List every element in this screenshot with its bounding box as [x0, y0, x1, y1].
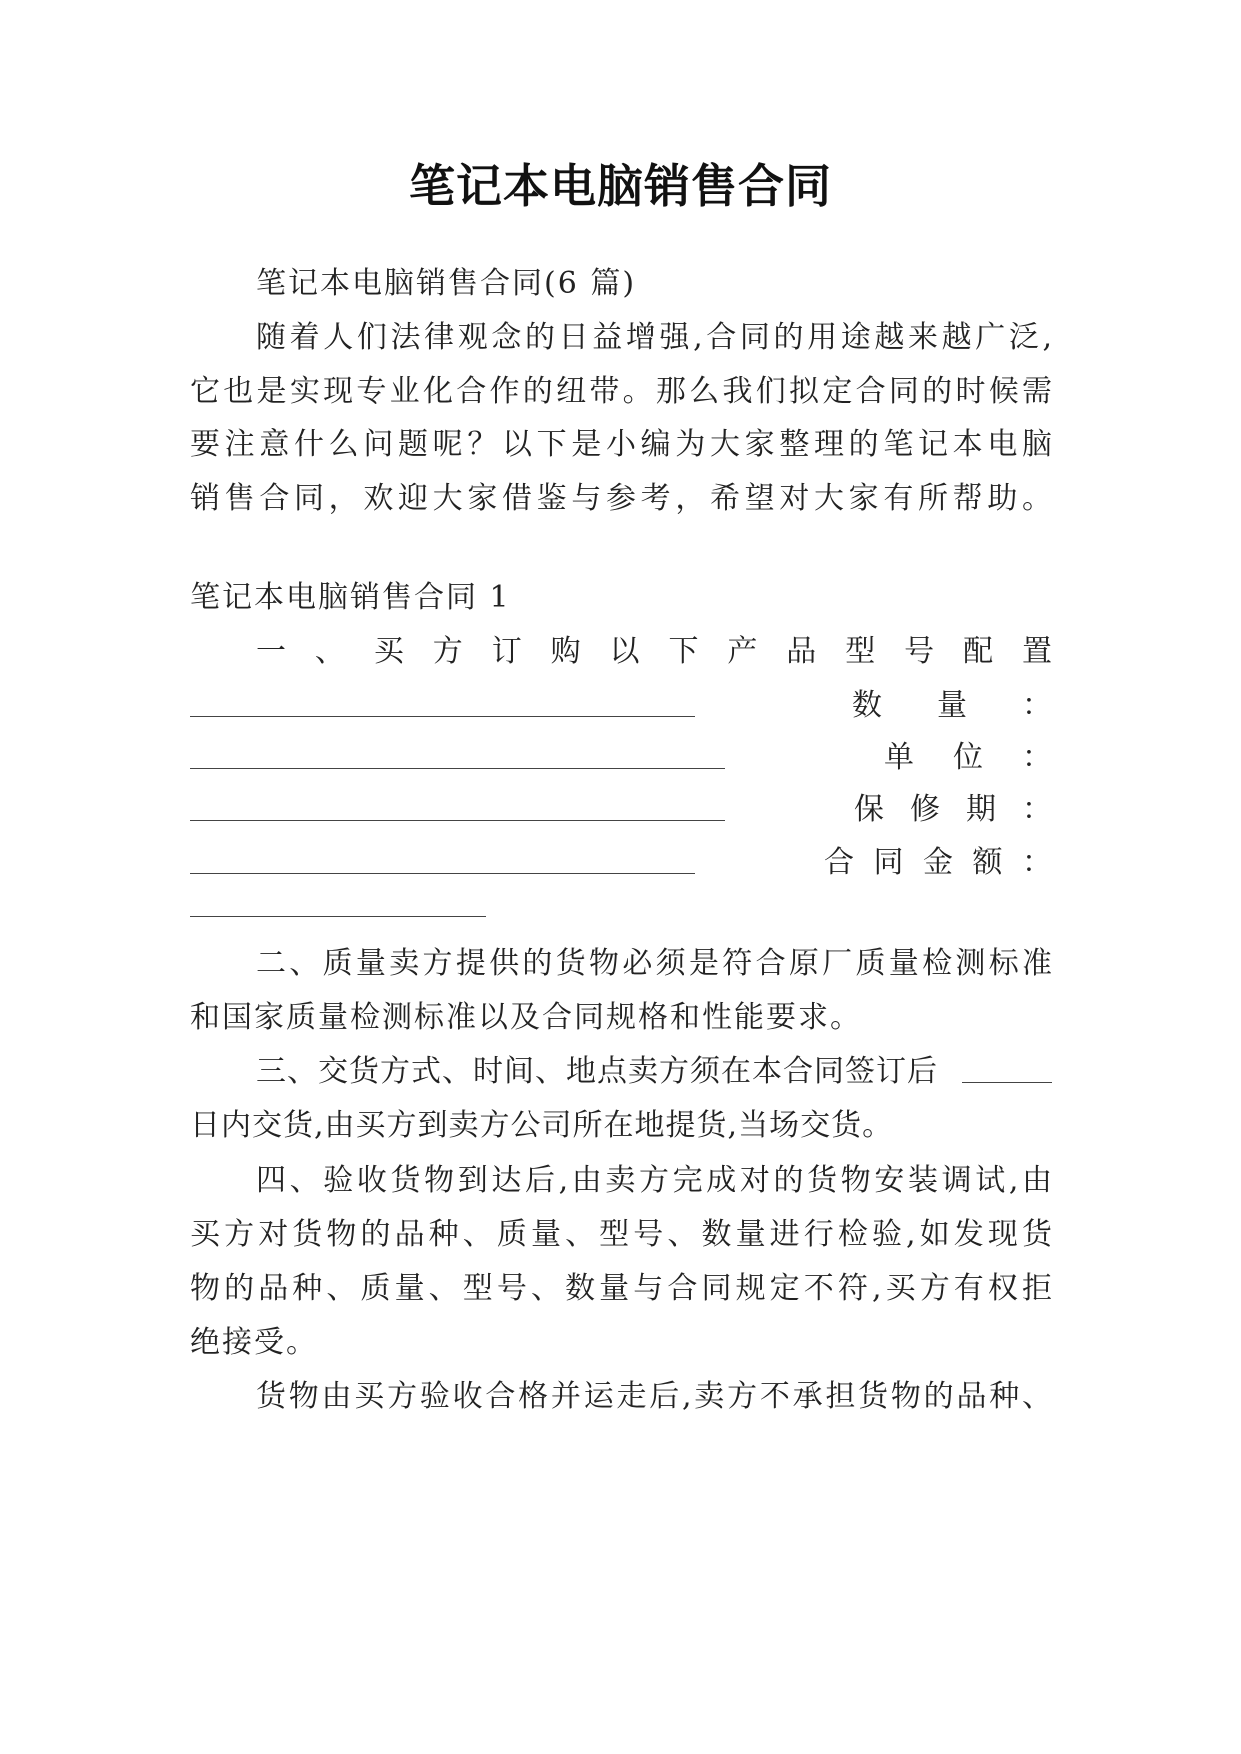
blank-line	[190, 768, 725, 769]
blank-line	[190, 916, 486, 917]
intro-line-1: 随着人们法律观念的日益增强,合同的用途越来越广泛,	[256, 320, 1052, 355]
field-row-warranty	[190, 790, 1052, 830]
field-label-warranty: 保 修 期 ：	[854, 792, 1052, 827]
clause3-line-2: 日内交货,由买方到卖方公司所在地提货,当场交货。	[190, 1108, 894, 1143]
field-label-quantity: 数 量 ：	[852, 688, 1052, 723]
clause2-line-2: 和国家质量检测标准以及合同规格和性能要求。	[190, 1000, 862, 1035]
field-row-unit	[190, 738, 1052, 778]
clause4-line-3: 物的品种、质量、型号、数量与合同规定不符,买方有权拒	[190, 1271, 1052, 1306]
clause4-line-2: 买方对货物的品种、质量、型号、数量进行检验,如发现货	[190, 1217, 1052, 1252]
document-title: 笔记本电脑销售合同	[409, 159, 832, 213]
field-label-unit: 单 位 ：	[884, 740, 1052, 775]
clause4-line-1: 四、验收货物到达后,由卖方完成对的货物安装调试,由	[256, 1163, 1052, 1198]
blank-line	[190, 873, 695, 874]
intro-line-2: 它也是实现专业化合作的纽带。那么我们拟定合同的时候需	[190, 374, 1052, 409]
clause1-heading: 一 、 买 方 订 购 以 下 产 品 型 号 配 置	[256, 634, 1052, 669]
clause3-text: 三、交货方式、时间、地点卖方须在本合同签订后	[256, 1054, 938, 1089]
field-label-amount: 合 同 金 额 ：	[824, 845, 1052, 880]
intro-line-3: 要注意什么问题呢？以下是小编为大家整理的笔记本电脑	[190, 427, 1052, 462]
document-subtitle: 笔记本电脑销售合同(6 篇)	[256, 266, 637, 301]
clause4-line-4: 绝接受。	[190, 1325, 318, 1360]
section-heading: 笔记本电脑销售合同 1	[190, 580, 511, 615]
field-row-trailing-blank	[190, 886, 1052, 926]
clause3-line-1	[190, 1052, 1052, 1092]
blank-line	[962, 1052, 1052, 1083]
clause5-line-1: 货物由买方验收合格并运走后,卖方不承担货物的品种、	[256, 1379, 1052, 1414]
blank-line	[190, 820, 725, 821]
field-row-quantity	[190, 686, 1052, 726]
clause2-line-1: 二、质量卖方提供的货物必须是符合原厂质量检测标准	[256, 946, 1052, 981]
field-row-amount	[190, 843, 1052, 883]
blank-line	[190, 716, 695, 717]
intro-line-4: 销售合同，欢迎大家借鉴与参考，希望对大家有所帮助。	[190, 481, 1052, 516]
